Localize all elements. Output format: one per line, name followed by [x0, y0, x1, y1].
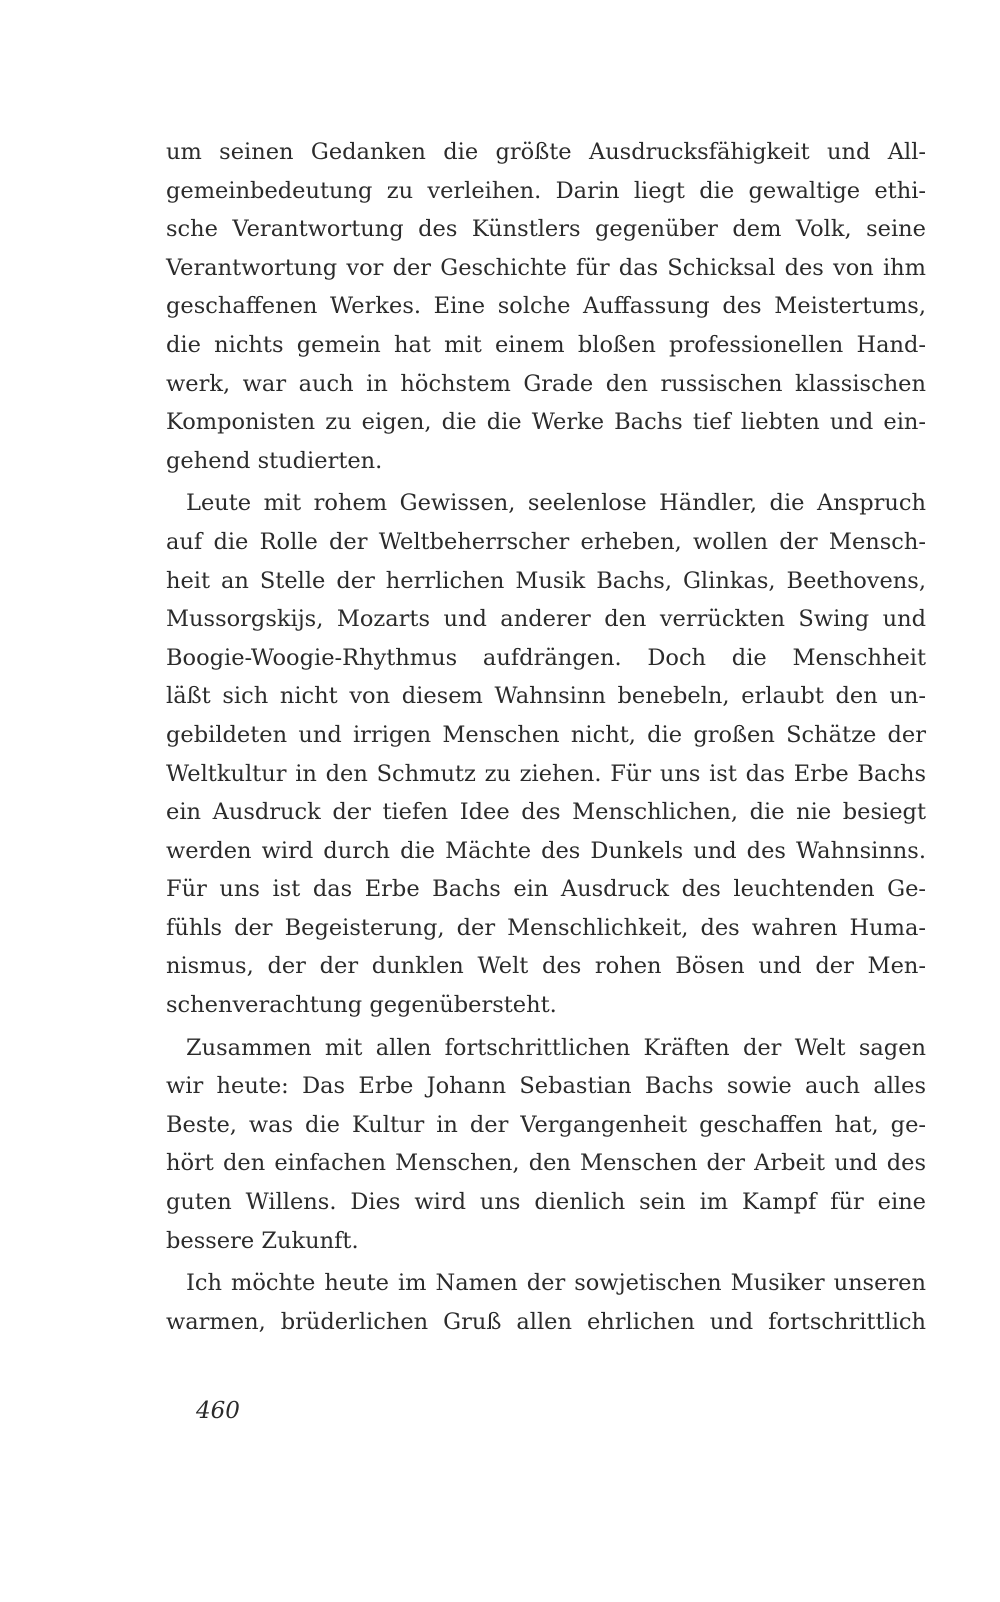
text-line: werden wird durch die Mächte des Dunkels und des Wahnsinns.: [166, 837, 926, 864]
paragraph: [166, 133, 926, 480]
text-line: wir heute: Das Erbe Johann Sebastian Bachs sowie auch alles: [166, 1073, 926, 1100]
page-number: 460: [196, 1398, 240, 1424]
text-line: schenverachtung gegenübersteht.: [166, 992, 557, 1019]
text-line: Leute mit rohem Gewissen, seelenlose Händler, die Anspruch: [186, 490, 926, 517]
text-line: nismus, der der dunklen Welt des rohen Bösen und der Men-: [166, 953, 926, 980]
text-line: gemeinbedeutung zu verleihen. Darin liegt die gewaltige ethi-: [166, 177, 926, 204]
text-line: die nichts gemein hat mit einem bloßen professionellen Hand-: [166, 331, 926, 358]
text-line: Komponisten zu eigen, die die Werke Bachs tief liebten und ein-: [166, 409, 926, 436]
paragraph: [166, 484, 926, 1024]
text-line: auf die Rolle der Weltbeherrscher erheben, wollen der Mensch-: [166, 528, 926, 555]
text-line: sche Verantwortung des Künstlers gegenüber dem Volk, seine: [166, 216, 926, 243]
text-line: guten Willens. Dies wird uns dienlich sein im Kampf für eine: [166, 1189, 926, 1216]
text-line: Für uns ist das Erbe Bachs ein Ausdruck des leuchtenden Ge-: [166, 876, 926, 903]
paragraph: [166, 1264, 926, 1341]
text-line: Mussorgskijs, Mozarts und anderer den verrückten Swing und: [166, 606, 926, 633]
text-line: Verantwortung vor der Geschichte für das Schicksal des von ihm: [166, 254, 926, 281]
text-line: gehend studierten.: [166, 447, 383, 474]
text-line: bessere Zukunft.: [166, 1227, 359, 1254]
text-line: Boogie-Woogie-Rhythmus aufdrängen. Doch die Menschheit: [166, 644, 926, 671]
text-line: um seinen Gedanken die größte Ausdrucksfähigkeit und All-: [166, 139, 926, 165]
text-line: warmen, brüderlichen Gruß allen ehrlichen und fortschrittlich: [166, 1308, 926, 1335]
text-line: geschaffenen Werkes. Eine solche Auffassung des Meistertums,: [166, 293, 926, 320]
body-text: [166, 133, 926, 1341]
text-line: Ich möchte heute im Namen der sowjetischen Musiker unseren: [186, 1270, 926, 1297]
text-line: Zusammen mit allen fortschrittlichen Kräften der Welt sagen: [186, 1034, 926, 1061]
text-line: Beste, was die Kultur in der Vergangenheit geschaffen hat, ge-: [166, 1111, 926, 1138]
paragraph: [166, 1029, 926, 1261]
text-line: läßt sich nicht von diesem Wahnsinn benebeln, erlaubt den un-: [166, 683, 926, 710]
text-line: hört den einfachen Menschen, den Menschen der Arbeit und des: [166, 1150, 926, 1177]
text-line: Weltkultur in den Schmutz zu ziehen. Für uns ist das Erbe Bachs: [166, 760, 926, 787]
text-line: ein Ausdruck der tiefen Idee des Menschlichen, die nie besiegt: [166, 799, 926, 826]
text-line: heit an Stelle der herrlichen Musik Bachs, Glinkas, Beethovens,: [166, 567, 926, 594]
text-line: gebildeten und irrigen Menschen nicht, die großen Schätze der: [166, 721, 926, 748]
text-line: werk, war auch in höchstem Grade den russischen klassischen: [166, 370, 926, 397]
text-line: fühls der Begeisterung, der Menschlichkeit, des wahren Huma-: [166, 914, 926, 941]
